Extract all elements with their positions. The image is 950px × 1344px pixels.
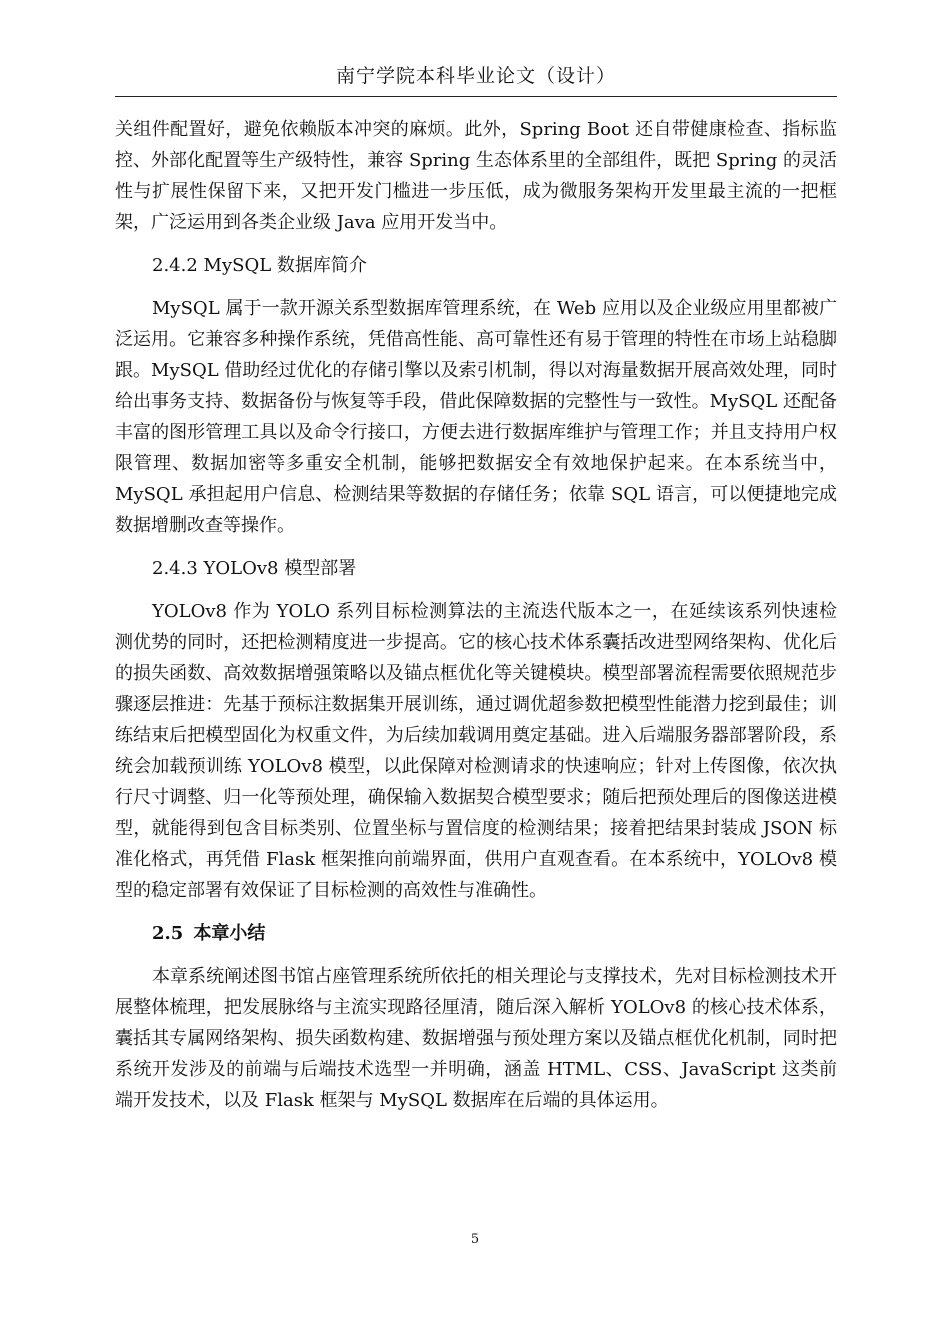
- page-body: [115, 114, 837, 1116]
- paragraph-chapter-summary: 本章系统阐述图书馆占座管理系统所依托的相关理论与支撑技术，先对目标检测技术开展整体梳理，把发展脉络与主流实现路径厘清，随后深入解析 YOLOv8 的核心技术体系，囊括其专属网络架构、损失函数构建、数据增强与预处理方案以及锚点框优化机制，同时把系统开发涉及的前端与后端技术选型一并明确，涵盖 HTML、CSS、JavaScript 这类前端开发技术，以及 Flask 框架与 MySQL 数据库在后端的具体运用。: [115, 966, 837, 1111]
- header-rule: [115, 96, 837, 97]
- paragraph-mysql: MySQL 属于一款开源关系型数据库管理系统，在 Web 应用以及企业级应用里都被广泛运用。它兼容多种操作系统，凭借高性能、高可靠性还有易于管理的特性在市场上站稳脚跟。MySQL 借助经过优化的存储引擎以及索引机制，得以对海量数据开展高效处理，同时给出事务支持、数据备份与恢复等手段，借此保障数据的完整性与一致性。MySQL 还配备丰富的图形管理工具以及命令行接口，方便去进行数据库维护与管理工作；并且支持用户权限管理、数据加密等多重安全机制，能够把数据安全有效地保护起来。在本系统当中，MySQL 承担起用户信息、检测结果等数据的存储任务；依靠 SQL 语言，可以便捷地完成数据增删改查等操作。: [115, 298, 837, 536]
- section-title: 本章小结: [193, 923, 266, 944]
- subsection-heading-2-4-3: 2.4.3 YOLOv8 模型部署: [152, 558, 357, 579]
- subsection-heading-2-4-2: 2.4.2 MySQL 数据库简介: [152, 255, 367, 276]
- page-number: 5: [470, 1232, 480, 1247]
- section-number: 2.5: [152, 923, 184, 944]
- running-header: 南宁学院本科毕业论文（设计）: [335, 65, 616, 87]
- section-heading-2-5: [115, 918, 837, 949]
- paragraph-spring-boot-continued: 关组件配置好，避免依赖版本冲突的麻烦。此外，Spring Boot 还自带健康检查、指标监控、外部化配置等生产级特性，兼容 Spring 生态体系里的全部组件，既把 Spring 的灵活性与扩展性保留下来，又把开发门槛进一步压低，成为微服务架构开发里最主流的一把框架，广泛运用到各类企业级 Java 应用开发当中。: [115, 119, 837, 233]
- paragraph-yolov8-deployment: YOLOv8 作为 YOLO 系列目标检测算法的主流迭代版本之一，在延续该系列快速检测优势的同时，还把检测精度进一步提高。它的核心技术体系囊括改进型网络架构、优化后的损失函数、高效数据增强策略以及锚点框优化等关键模块。模型部署流程需要依照规范步骤逐层推进：先基于预标注数据集开展训练，通过调优超参数把模型性能潜力挖到最佳；训练结束后把模型固化为权重文件，为后续加载调用奠定基础。进入后端服务器部署阶段，系统会加载预训练 YOLOv8 模型，以此保障对检测请求的快速响应；针对上传图像，依次执行尺寸调整、归一化等预处理，确保输入数据契合模型要求；随后把预处理后的图像送进模型，就能得到包含目标类别、位置坐标与置信度的检测结果；接着把结果封装成 JSON 标准化格式，再凭借 Flask 框架推向前端界面，供用户直观查看。在本系统中，YOLOv8 模型的稳定部署有效保证了目标检测的高效性与准确性。: [115, 601, 837, 901]
